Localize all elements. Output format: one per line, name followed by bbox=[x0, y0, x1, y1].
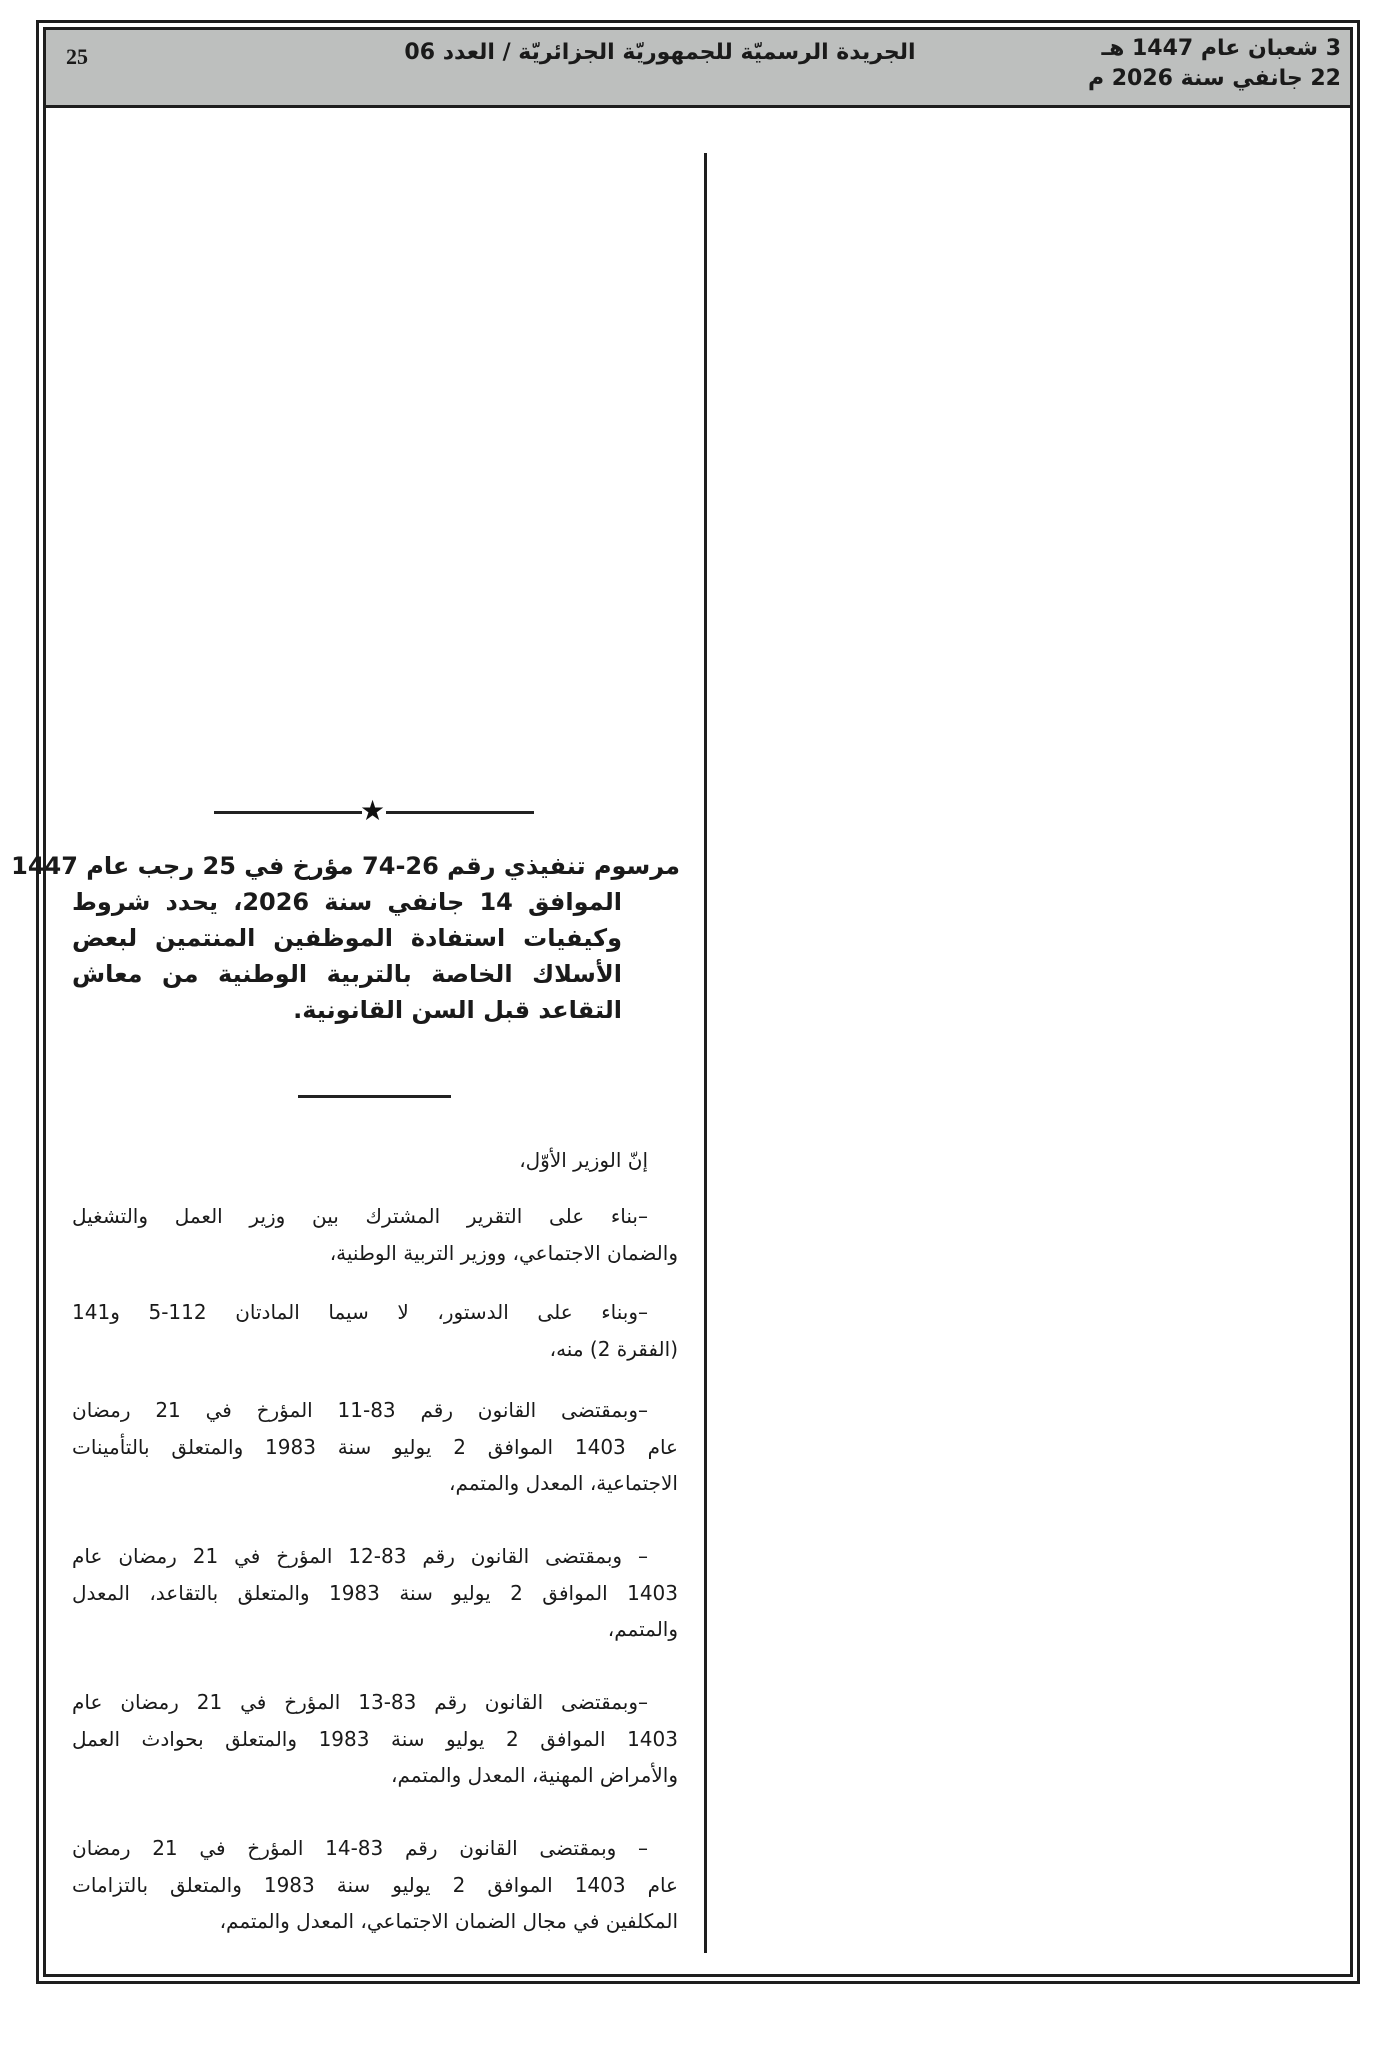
journal-title: الجريدة الرسميّة للجمهوريّة الجزائريّة / العدد 06 bbox=[404, 40, 916, 65]
issue-date bbox=[1088, 34, 1341, 94]
recital-paragraph bbox=[72, 1392, 678, 1502]
recital-paragraph bbox=[72, 1684, 678, 1794]
decree-title-line: الموافق 14 جانفي سنة 2026، يحدد شروط bbox=[72, 888, 622, 916]
recital-line: والمتمم، bbox=[607, 1617, 678, 1641]
decree-title-line: وكيفيات استفادة الموظفين المنتمين لبعض bbox=[72, 924, 622, 952]
decree-title-line: مرسوم تنفيذي رقم 26-74 مؤرخ في 25 رجب عام 1447 bbox=[11, 852, 680, 880]
separator-line-right bbox=[386, 811, 534, 814]
decree-title bbox=[11, 848, 680, 1028]
recital-line: –وبمقتضى القانون رقم 83-13 المؤرخ في 21 رمضان عام bbox=[72, 1690, 648, 1714]
opening-line bbox=[72, 1142, 678, 1179]
decree-title-line: الأسلاك الخاصة بالتربية الوطنية من معاش bbox=[72, 960, 622, 988]
recital-paragraph bbox=[72, 1198, 678, 1271]
recital-line: –وبمقتضى القانون رقم 83-11 المؤرخ في 21 رمضان bbox=[72, 1398, 648, 1422]
recital-line: – وبمقتضى القانون رقم 83-12 المؤرخ في 21 رمضان عام bbox=[72, 1544, 649, 1568]
column-divider bbox=[704, 153, 707, 1953]
separator-line-left bbox=[214, 811, 362, 814]
decree-title-line: التقاعد قبل السن القانونية. bbox=[293, 996, 622, 1024]
recital-line: والأمراض المهنية، المعدل والمتمم، bbox=[391, 1763, 678, 1787]
page-number: 25 bbox=[66, 44, 88, 69]
star-separator bbox=[214, 794, 534, 827]
title-underline-separator bbox=[298, 1095, 451, 1098]
recital-line: 1403 الموافق 2 يوليو سنة 1983 والمتعلق بحوادث العمل bbox=[72, 1726, 678, 1751]
recital-line: والضمان الاجتماعي، ووزير التربية الوطنية، bbox=[329, 1240, 678, 1265]
recital-line: المكلفين في مجال الضمان الاجتماعي، المعدل والمتمم، bbox=[219, 1909, 678, 1933]
recital-paragraph bbox=[72, 1830, 678, 1940]
hijri-date: 3 شعبان عام 1447 هـ bbox=[1101, 36, 1341, 61]
recital-line: 1403 الموافق 2 يوليو سنة 1983 والمتعلق بالتقاعد، المعدل bbox=[72, 1580, 678, 1605]
recital-line: – وبمقتضى القانون رقم 83-14 المؤرخ في 21 رمضان bbox=[72, 1836, 648, 1860]
gregorian-date: 22 جانفي سنة 2026 م bbox=[1087, 66, 1341, 91]
recital-line: –بناء على التقرير المشترك بين وزير العمل والتشغيل bbox=[72, 1204, 648, 1228]
recital-line: عام 1403 الموافق 2 يوليو سنة 1983 والمتعلق بالتأمينات bbox=[72, 1434, 678, 1459]
recital-paragraph bbox=[72, 1538, 678, 1648]
recital-line: (الفقرة 2) منه، bbox=[549, 1336, 678, 1361]
recital-line: عام 1403 الموافق 2 يوليو سنة 1983 والمتعلق بالتزامات bbox=[72, 1872, 678, 1897]
opening-text: إنّ الوزير الأوّل، bbox=[519, 1148, 648, 1172]
recital-line: الاجتماعية، المعدل والمتمم، bbox=[448, 1471, 678, 1495]
star-icon: ★ bbox=[360, 794, 386, 827]
recital-paragraph bbox=[72, 1294, 678, 1367]
recital-line: –وبناء على الدستور، لا سيما المادتان 112-5 و141 bbox=[72, 1300, 648, 1324]
